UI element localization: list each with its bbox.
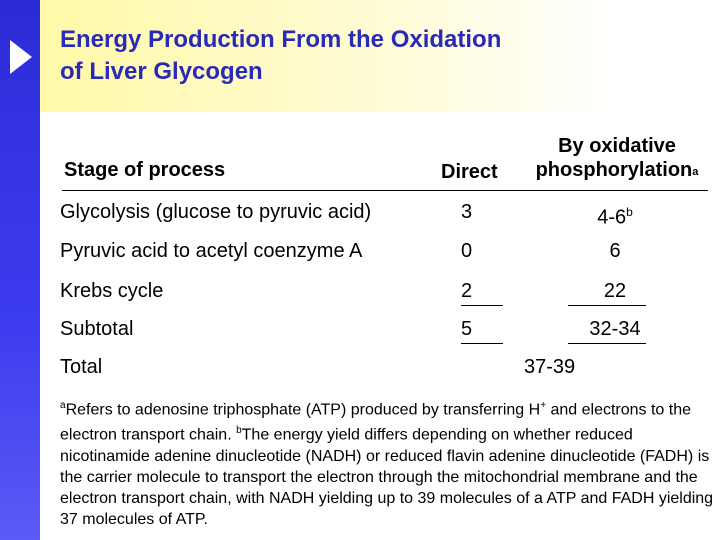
- table-row: [0, 314, 720, 344]
- slide-title-line-1: Energy Production From the Oxidation: [60, 26, 502, 53]
- footnote-marker-b: b: [626, 205, 633, 219]
- cell-direct: 2: [461, 280, 473, 302]
- left-accent-bar: [0, 0, 40, 540]
- header-oxidative-phosphorylation: [522, 134, 712, 182]
- header-divider: [62, 190, 708, 191]
- header-stage-of-process: Stage of process: [64, 159, 226, 181]
- sum-underline-oxidative: [568, 305, 646, 306]
- slide-title-line-2: of Liver Glycogen: [60, 58, 263, 85]
- sum-underline-direct: [461, 305, 503, 306]
- sum-underline-oxidative: [568, 343, 646, 344]
- table-row: [0, 352, 720, 382]
- cell-stage: Glycolysis (glucose to pyruvic acid): [60, 201, 372, 223]
- footnote-marker-a: a: [692, 166, 699, 178]
- cell-oxidative: 22: [603, 280, 627, 302]
- slide-title: [60, 24, 660, 88]
- cell-stage: Total: [60, 356, 103, 378]
- cell-direct: 0: [461, 240, 473, 262]
- total-value: 37-39: [524, 356, 576, 378]
- cell-direct: 3: [461, 201, 473, 223]
- header-direct: Direct: [441, 161, 498, 183]
- header-oxidative-line-2: [522, 158, 712, 182]
- sum-underline-direct: [461, 343, 503, 344]
- table-row: [0, 236, 720, 266]
- footnote-text-1: Refers to adenosine triphosphate (ATP) produced by transferring H: [65, 401, 541, 419]
- superscript-plus: +: [540, 400, 547, 411]
- cell-oxidative: [580, 197, 650, 233]
- cell-stage: Krebs cycle: [60, 280, 164, 302]
- cell-oxidative-value: 4-6: [597, 206, 627, 229]
- slide-bullet-arrow-icon: [10, 40, 32, 74]
- footnote-marker-a: a: [60, 400, 66, 411]
- cell-direct: 5: [461, 318, 473, 340]
- footnote-marker-b: b: [236, 425, 242, 437]
- footnote-text-3: The energy yield differs depending on whether reduced nicotinamide adenine dinucleotide (NADH) or reduced flavin adenine dinucleotide (FADH) is the carrier molecule to transport the electron through the mitochondrial membrane and the electron transport chain, with NADH yielding up to 39 molecules of a ATP and FADH yielding 37 molecules of ATP.: [60, 426, 714, 528]
- cell-stage: Pyruvic acid to acetyl coenzyme A: [60, 240, 363, 262]
- footnote-text-2: and electrons to the electron transport chain.: [60, 401, 692, 444]
- cell-oxidative: 32-34: [589, 318, 641, 340]
- table-row: [0, 197, 720, 227]
- header-oxidative-line-1: By oxidative: [558, 135, 676, 157]
- footnote: [60, 395, 715, 530]
- cell-oxidative: 6: [609, 240, 621, 262]
- table-row: [0, 276, 720, 306]
- cell-stage: Subtotal: [60, 318, 134, 340]
- header-oxidative-line-2-text: phosphorylation: [535, 159, 693, 181]
